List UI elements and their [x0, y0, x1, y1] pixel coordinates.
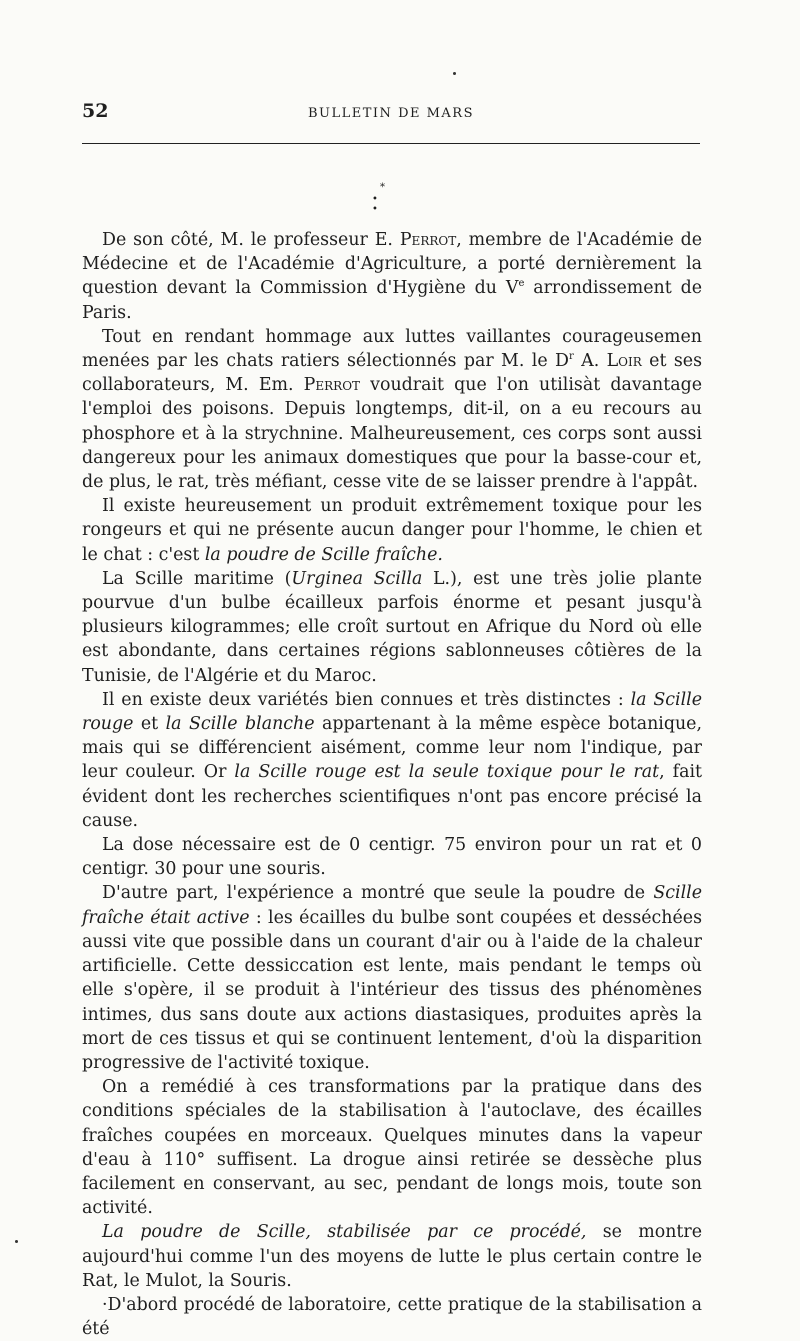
page-header [82, 100, 700, 132]
asterism-star: * [380, 182, 385, 193]
header-rule [82, 143, 700, 144]
paragraph: La dose nécessaire est de 0 centigr. 75 environ pour un rat et 0 centigr. 30 pour une souris. [82, 835, 702, 880]
print-speck [15, 1240, 18, 1243]
paragraph: Il en existe deux variétés bien connues et très distinctes : la Scille rouge et la Scille blanche appartenant à la même espèce botanique, mais qui se différencient aisément, comme leur nom l'indique, par leur couleur. Or la Scille rouge est la seule toxique pour le rat, fait évident dont les recherches scientifiques n'ont pas encore précisé la cause. [82, 689, 703, 831]
asterism-dots: • • [372, 194, 384, 215]
asterism-separator [372, 182, 396, 215]
print-speck [453, 72, 456, 75]
paragraph: La poudre de Scille, stabilisée par ce procédé, se montre aujourd'hui comme l'un des moyens de lutte le plus certain contre le Rat, le Mulot, la Souris. [82, 1222, 702, 1291]
article-body [82, 228, 702, 1341]
paragraph: Tout en rendant hommage aux luttes vaillantes courageusemen menées par les chats ratiers sélectionnés par M. le $D^r$ A. Loir et ses collaborateurs, M. Em. Perrot voudrait que l'on utilisàt davantage l'emploi des poisons. Depuis longtemps, dit-il, on a eu recours au phosphore et à la strychnine. Malheureusement, ces corps sont aussi dangereux pour les animaux domestiques que pour la basse-cour et, de plus, le rat, très méfiant, cesse vite de se laisser prendre à l'appât. [82, 326, 703, 493]
paragraph: Il existe heureusement un produit extrêmement toxique pour les rongeurs et qui ne présente aucun danger pour l'homme, le chien et le chat : c'est la poudre de Scille fraîche. [82, 496, 702, 565]
page-number: 52 [82, 100, 109, 122]
running-head: BULLETIN DE MARS [307, 106, 475, 121]
paragraph: D'autre part, l'expérience a montré que seule la poudre de Scille fraîche était active : les écailles du bulbe sont coupées et desséchées aussi vite que possible dans un courant d'air ou à l'aide de la chaleur artificielle. Cette dessiccation est lente, mais pendant le temps où elle s'opère, il se produit à l'intérieur des tissus des phénomènes intimes, dus sans doute aux actions diastasiques, produites après la mort de ces tissus et qui se continuent lentement, d'où la disparition progressive de l'activité toxique. [82, 883, 702, 1073]
paragraph: On a remédié à ces transformations par la pratique dans des conditions spéciales de la stabilisation à l'autoclave, des écailles fraîches coupées en morceaux. Quelques minutes dans la vapeur d'eau à 110° suffisent. La drogue ainsi retirée se dessèche plus facilement en conservant, au sec, pendant de longs mois, toute son activité. [82, 1077, 702, 1219]
paragraph: ·D'abord procédé de laboratoire, cette pratique de la stabilisation a été [82, 1294, 702, 1340]
paragraph: La Scille maritime (Urginea Scilla L.), est une très jolie plante pourvue d'un bulbe écailleux parfois énorme et pesant jusqu'à plusieurs kilogrammes; elle croît surtout en Afrique du Nord où elle est abondante, dans certaines régions sablonneuses côtières de la Tunisie, de l'Algérie et du Maroc. [82, 568, 702, 686]
paragraph: De son côté, M. le professeur E. Perrot, membre de l'Académie de Médecine et de l'Académie d'Agriculture, a porté dernièrement la question devant la Commission d'Hygiène du Ve arrondissement de Paris. [82, 230, 703, 323]
